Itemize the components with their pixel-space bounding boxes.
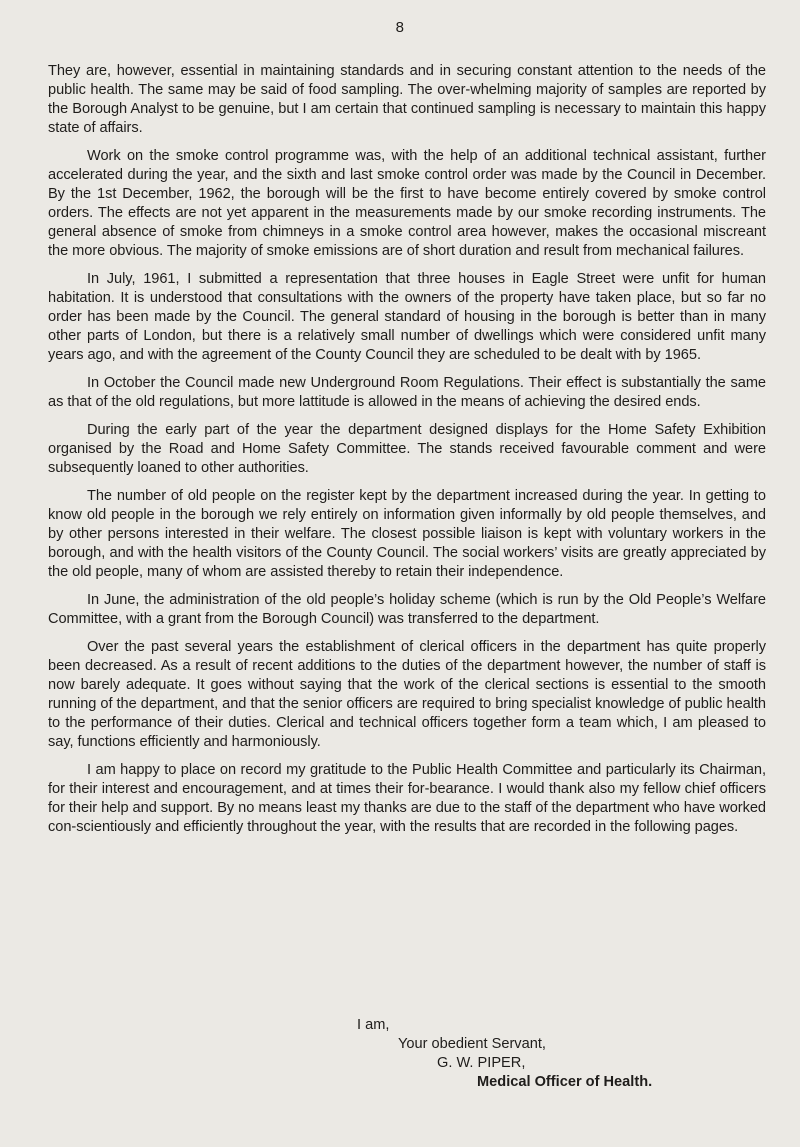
signatory-title: Medical Officer of Health. [477, 1074, 653, 1090]
paragraph-underground-rooms: In October the Council made new Underground Room Regulations. Their effect is substantially the same as that of the old regulations, but more lattitude is allowed in the means of achieving the desired ends. [48, 375, 766, 410]
closing-servant: Your obedient Servant, [398, 1036, 546, 1052]
paragraph-housing: In July, 1961, I submitted a representation that three houses in Eagle Street were unfit for human habitation. It is understood that consultations with the owners of the property have taken place, but so far no order has been made by the Council. The general standard of housing in the borough is better than in many other parts of London, but there is a relatively small number of dwellings which were considered unfit many years ago, and with the agreement of the County Council they are scheduled to be dealt with by 1965. [48, 271, 766, 363]
paragraph-smoke-control: Work on the smoke control programme was, with the help of an additional technical assistant, further accelerated during the year, and the sixth and last smoke control order was made by the Council in December. By the 1st December, 1962, the borough will be the first to have become entirely covered by smoke control orders. The effects are not yet apparent in the measurements made by our smoke recording instruments. The general absence of smoke from chimneys in a smoke control area however, makes the occasional miscreant the more obvious. The majority of smoke emissions are of short duration and result from mechanical failures. [48, 148, 766, 259]
paragraph-holiday-scheme: In June, the administration of the old people’s holiday scheme (which is run by the Old People’s Welfare Committee, with a grant from the Borough Council) was transferred to the department. [48, 592, 766, 627]
paragraph-old-people-register: The number of old people on the register kept by the department increased during the year. In getting to know old people in the borough we rely entirely on information given informally by old people themselves, and by other persons interested in their welfare. The closest possible liaison is kept with voluntary workers in the borough, and with the health visitors of the County Council. The social workers’ visits are greatly appreciated by the old people, many of whom are assisted thereby to retain their independence. [48, 488, 766, 580]
paragraph-home-safety: During the early part of the year the department designed displays for the Home Safety Exhibition organised by the Road and Home Safety Committee. The stands received favourable comment and were subsequently loaned to other authorities. [48, 422, 766, 476]
paragraph-acknowledgements: I am happy to place on record my gratitude to the Public Health Committee and particularly its Chairman, for their interest and encouragement, and at times their for-bearance. I would thank also my fellow chief officers for their help and support. By no means least my thanks are due to the staff of the department who have worked con-scientiously and efficiently throughout the year, with the results that are recorded in the following pages. [48, 762, 766, 835]
paragraph-public-health-sampling: They are, however, essential in maintaining standards and in securing constant attention to the needs of the public health. The same may be said of food sampling. The over-whelming majority of samples are reported by the Borough Analyst to be genuine, but I am certain that continued sampling is necessary to maintain this happy state of affairs. [48, 63, 766, 136]
report-body [48, 62, 766, 846]
closing-i-am: I am, [357, 1017, 390, 1033]
paragraph-clerical-officers: Over the past several years the establishment of clerical officers in the department has quite properly been decreased. As a result of recent additions to the duties of the department however, the number of staff is now barely adequate. It goes without saying that the work of the clerical sections is essential to the smooth running of the department, and that the senior officers are required to bring specialist knowledge of public health to the performance of their duties. Clerical and technical officers together form a team which, I am pleased to say, functions efficiently and harmoniously. [48, 639, 766, 750]
signatory-name: G. W. PIPER, [437, 1055, 526, 1071]
page-number: 8 [395, 19, 405, 36]
